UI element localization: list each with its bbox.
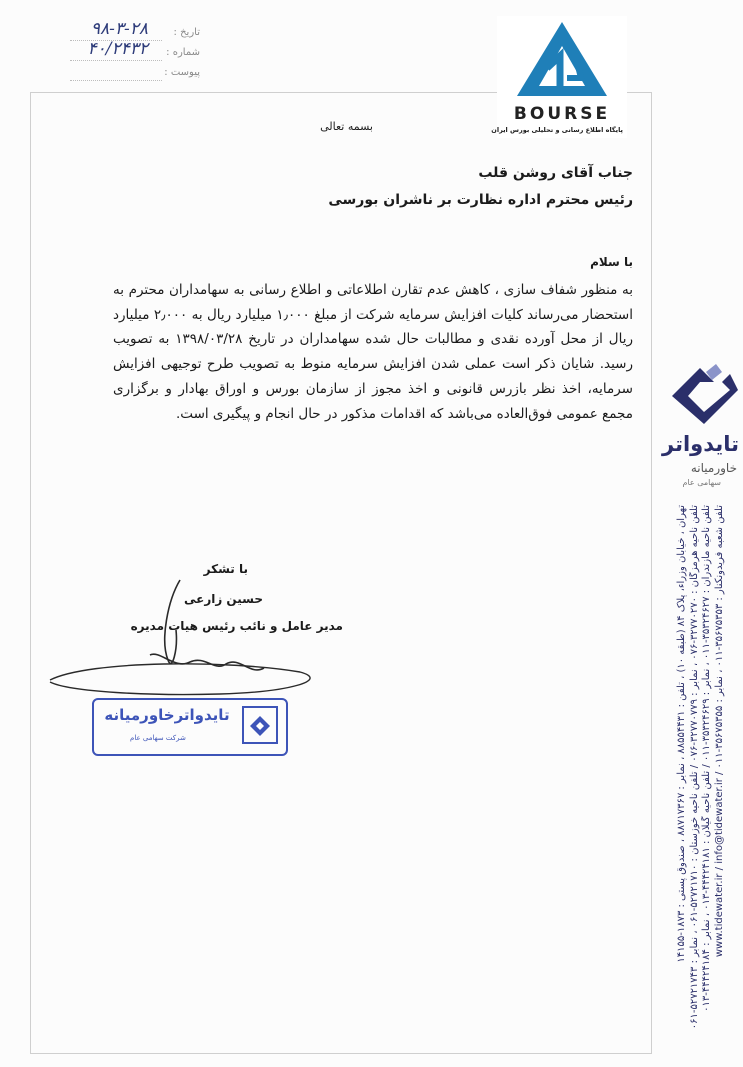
address-line: تهران ، خیابان وزراء، پلاک ۸۴ (طبقه ۱۰) ، تلفن : ۸۸۵۵۴۴۳۱ ، نمابر : ۸۸۷۱۷۳۶۷ ، صندوق پستی : ۱۸۷۳-۱۴۱۵۵ — [676, 505, 687, 963]
recipient-name: جناب آقای روشن قلب — [478, 165, 633, 181]
brand-subname: خاورمیانه — [690, 461, 737, 475]
date-value: ۹۸-۳-۲۸ — [90, 19, 148, 39]
address-line: تلفن شعبه فریدونکنار : ۳۵۶۷۵۳۵۳-۰۱۱ ، نمابر : ۳۵۶۷۵۳۵۵-۰۱۱ / www.tidewater.ir / info@tidewater.ir — [713, 505, 725, 958]
address-line: تلفن ناحیه مازندران : ۳۵۳۲۴۶۲۷-۰۱۱ ، نمابر : ۳۵۳۲۴۶۲۹-۰۱۱ / تلفن ناحیه گیلان : ۴۴۴۲۴۱۸۱-۰۱۳ ، نمابر : ۴۴۴۲۴۱۸۴-۰۱۳ — [701, 505, 712, 1012]
brand-type: سهامی عام — [682, 478, 721, 487]
bourse-logo-word: BOURSE — [513, 104, 611, 124]
closing: با تشکر — [203, 562, 248, 576]
stamp-name: تایدواترخاورمیانه — [104, 706, 230, 724]
tidewater-brand — [660, 360, 743, 520]
stamp-logo-icon — [242, 706, 278, 744]
basmala: بسمه تعالی — [320, 120, 373, 133]
date-label: تاریخ : — [173, 27, 200, 38]
stamp-subtitle: شرکت سهامی عام — [130, 734, 186, 742]
letter-body: به منظور شفاف سازی ، کاهش عدم تقارن اطلاعاتی و اطلاع رسانی به سهامداران محترم به استحضار می‌رساند کلیات افزایش سرمایه شرکت از مبلغ ۱٫۰۰۰ میلیارد ریال به ۲٫۰۰۰ میلیارد ریال از محل آورده نقدی و مطالبات حال شده سهامداران در تاریخ ۱۳۹۸/۰۳/۲۸ به تصویب رسید. شایان ذکر است عملی شدن افزایش سرمایه منوط به تصویب طرح توجیهی افزایش سرمایه، اخذ نظر بازرس قانونی و اخذ مجوز از سازمان بورس و اوراق بهادار و برگزاری مجمع عمومی فوق‌العاده می‌باشد که اقدامات مذکور در حال انجام و پیگیری است. — [113, 282, 633, 422]
number-value: ۴۰/۲۴۳۲ — [87, 39, 148, 59]
recipient-title: رئیس محترم اداره نظارت بر ناشران بورسی — [328, 192, 633, 208]
greeting: با سلام — [590, 255, 633, 269]
address-line: تلفن ناحیه هرمزگان : ۳۲۷۷۰۲۷۰-۰۷۶ ، نمابر : ۳۲۷۷۰۷۷۹-۰۷۶ / تلفن ناحیه خوزستان : ۵۲۷۲۱۷۱۰-۰۶۱ ، نمابر : ۵۲۷۲۱۷۴۳-۰۶۱ — [688, 505, 700, 1030]
company-stamp — [92, 698, 288, 756]
signer-name: حسین زارعی — [183, 592, 263, 606]
signer-title: مدیر عامل و نائب رئیس هیات مدیره — [130, 619, 343, 633]
tidewater-logo-icon — [664, 360, 739, 430]
number-label: شماره : — [166, 47, 200, 58]
brand-name: تایدواتر — [662, 432, 739, 456]
bourse-logo-subtitle: پایگاه اطلاع رسانی و تحلیلی بورس ایران — [491, 126, 623, 134]
attachment-label: پیوست : — [164, 67, 200, 78]
company-contact-info — [676, 505, 726, 1050]
